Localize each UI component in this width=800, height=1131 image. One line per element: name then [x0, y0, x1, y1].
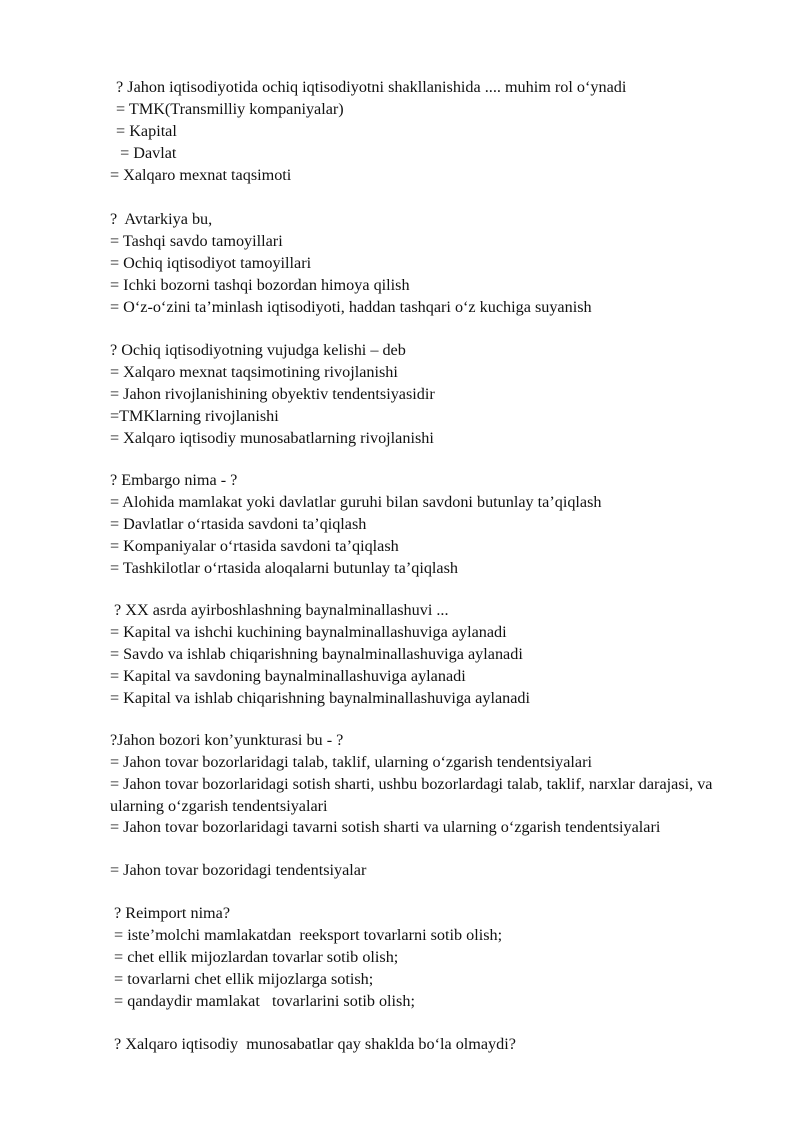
answer-option: = iste’molchi mamlakatdan reeksport tovarlarni sotib olish;: [110, 926, 503, 944]
answer-option: =TMKlarning rivojlanishi: [110, 407, 279, 425]
answer-option: = Jahon tovar bozorlaridagi sotish sharti, ushbu bozorlardagi talab, taklif, narxlar darajasi, va ularning o‘zgarish tendentsiyalari: [110, 775, 713, 815]
answer-option: = Davlat: [112, 144, 177, 162]
answer-option: = Davlatlar o‘rtasida savdoni ta’qiqlash: [110, 515, 367, 533]
answer-option: = Xalqaro mexnat taqsimotining rivojlanishi: [110, 363, 398, 381]
answer-option: = qandaydir mamlakat tovarlarini sotib olish;: [110, 992, 415, 1010]
question-text: ? Embargo nima - ?: [110, 471, 238, 489]
answer-option: = Savdo va ishlab chiqarishning baynalminallashuviga aylanadi: [110, 645, 523, 663]
question-text: ?Jahon bozori kon’yunkturasi bu - ?: [110, 731, 344, 749]
answer-option: = TMK(Transmilliy kompaniyalar): [112, 100, 344, 118]
answer-option: = O‘z-o‘zini ta’minlash iqtisodiyoti, haddan tashqari o‘z kuchiga suyanish: [110, 298, 592, 316]
answer-option: = Kapital va savdoning baynalminallashuviga aylanadi: [110, 667, 466, 685]
question-text: ? XX asrda ayirboshlashning baynalminallashuvi ...: [110, 601, 449, 619]
answer-option: = Xalqaro iqtisodiy munosabatlarning rivojlanishi: [110, 429, 434, 447]
answer-option: = Jahon tovar bozorlaridagi talab, taklif, ularning o‘zgarish tendentsiyalari: [110, 753, 593, 771]
answer-option: = chet ellik mijozlardan tovarlar sotib olish;: [110, 948, 399, 966]
question-text: ? Avtarkiya bu,: [110, 210, 213, 228]
question-text: ? Jahon iqtisodiyotida ochiq iqtisodiyotni shakllanishida .... muhim rol o‘ynadi: [112, 78, 627, 96]
answer-option: = Kapital: [112, 122, 177, 140]
answer-option: = Kapital va ishchi kuchining baynalminallashuviga aylanadi: [110, 623, 507, 641]
answer-option: = Xalqaro mexnat taqsimoti: [110, 166, 292, 184]
question-text: ? Xalqaro iqtisodiy munosabatlar qay shaklda bo‘la olmaydi?: [110, 1035, 516, 1053]
answer-option: = Jahon tovar bozorlaridagi tavarni sotish sharti va ularning o‘zgarish tendentsiyalari: [110, 818, 661, 836]
answer-option: = Kompaniyalar o‘rtasida savdoni ta’qiqlash: [110, 537, 399, 555]
answer-option: = Ichki bozorni tashqi bozordan himoya qilish: [110, 276, 410, 294]
answer-option: = Jahon rivojlanishining obyektiv tendentsiyasidir: [110, 385, 435, 403]
question-text: ? Ochiq iqtisodiyotning vujudga kelishi – deb: [110, 341, 406, 359]
answer-option: = Tashqi savdo tamoyillari: [110, 232, 283, 250]
answer-option: = tovarlarni chet ellik mijozlarga sotish;: [110, 970, 374, 988]
answer-option: = Tashkilotlar o‘rtasida aloqalarni butunlay ta’qiqlash: [110, 559, 458, 577]
answer-option: = Jahon tovar bozoridagi tendentsiyalar: [110, 861, 367, 879]
answer-option: = Alohida mamlakat yoki davlatlar guruhi bilan savdoni butunlay ta’qiqlash: [110, 493, 602, 511]
question-text: ? Reimport nima?: [110, 904, 231, 922]
answer-option: = Kapital va ishlab chiqarishning baynalminallashuviga aylanadi: [110, 689, 530, 707]
answer-option: = Ochiq iqtisodiyot tamoyillari: [110, 254, 312, 272]
